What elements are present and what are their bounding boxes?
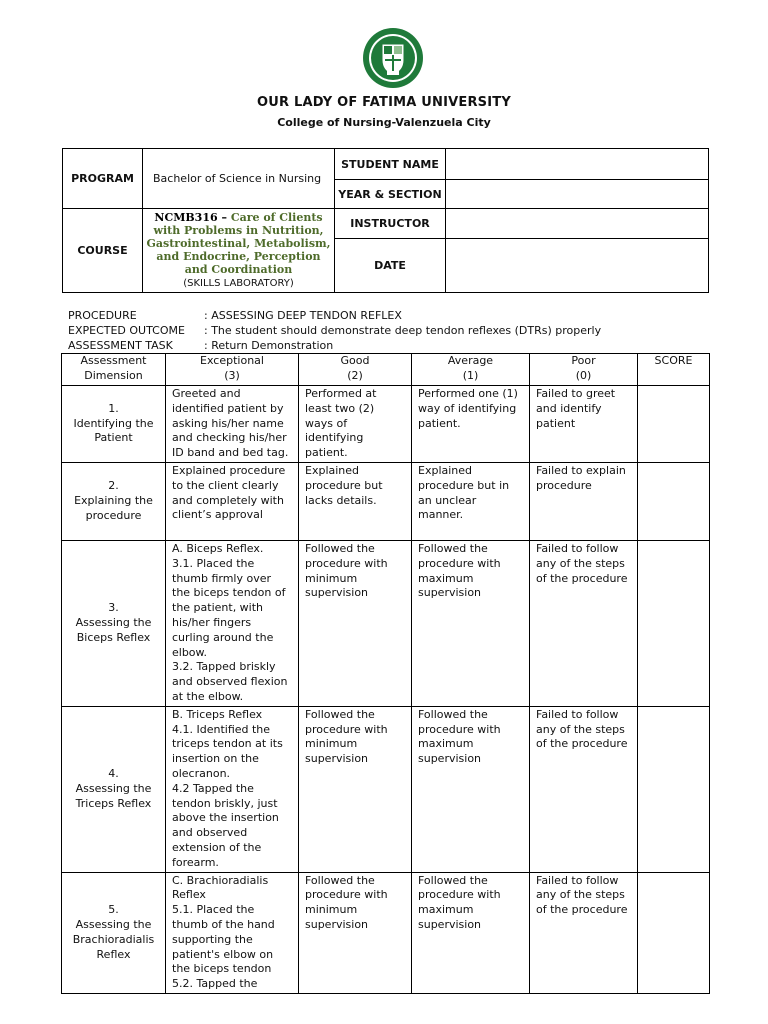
program-value: Bachelor of Science in Nursing [143,149,335,209]
college-name: College of Nursing-Valenzuela City [277,116,491,129]
average-cell: Followed the procedure with maximum supervision [412,872,530,993]
course-label: COURSE [63,209,143,293]
university-seal-icon [362,27,424,89]
expected-outcome-value: : The student should demonstrate deep tendon reflexes (DTRs) properly [204,324,602,337]
poor-cell: Failed to follow any of the steps of the procedure [530,540,638,706]
dimension-cell: 3. Assessing the Biceps Reflex [62,540,166,706]
poor-cell: Failed to greet and identify patient [530,386,638,463]
header-good: Good (2) [299,354,412,386]
average-cell: Followed the procedure with maximum supervision [412,706,530,872]
good-cell: Followed the procedure with minimum supervision [299,706,412,872]
table-row [62,872,710,993]
dimension-cell: 1. Identifying the Patient [62,386,166,463]
exceptional-cell: B. Triceps Reflex 4.1. Identified the triceps tendon at its insertion on the olecranon. 4.2 Tapped the tendon briskly, just above the insertion and observed extension of the forearm. [166,706,299,872]
average-cell: Explained procedure but in an unclear manner. [412,462,530,540]
date-label: DATE [335,239,446,293]
expected-outcome-label: EXPECTED OUTCOME [68,324,185,337]
instructor-field[interactable] [446,209,709,239]
poor-cell: Failed to follow any of the steps of the procedure [530,706,638,872]
course-dash: – [217,211,231,224]
exceptional-cell: A. Biceps Reflex. 3.1. Placed the thumb firmly over the biceps tendon of the patient, with his/her fingers curling around the elbow. 3.2. Tapped briskly and observed flexion at the elbow. [166,540,299,706]
course-subtitle: (SKILLS LABORATORY) [183,278,294,289]
assessment-task-value: : Return Demonstration [204,339,334,352]
dimension-cell: 2. Explaining the procedure [62,462,166,540]
procedure-line [68,308,402,323]
university-name: OUR LADY OF FATIMA UNIVERSITY [257,95,511,110]
student-name-field[interactable] [446,149,709,180]
expected-outcome-line [68,323,601,338]
good-cell: Followed the procedure with minimum supervision [299,540,412,706]
instructor-label: INSTRUCTOR [335,209,446,239]
assessment-task-line [68,338,333,353]
score-cell[interactable] [638,540,710,706]
score-cell[interactable] [638,462,710,540]
table-row [62,540,710,706]
year-section-field[interactable] [446,180,709,209]
header-poor: Poor (0) [530,354,638,386]
course-code: NCMB316 [154,211,218,224]
table-row [62,462,710,540]
table-row [62,386,710,463]
dimension-cell: 4. Assessing the Triceps Reflex [62,706,166,872]
exceptional-cell: C. Brachioradialis Reflex 5.1. Placed the thumb of the hand supporting the patient's elbow on the biceps tendon 5.2. Tapped the [166,872,299,993]
exceptional-cell: Greeted and identified patient by asking his/her name and checking his/her ID band and bed tag. [166,386,299,463]
average-cell: Followed the procedure with maximum supervision [412,540,530,706]
poor-cell: Failed to follow any of the steps of the procedure [530,872,638,993]
header-dimension: Assessment Dimension [62,354,166,386]
dimension-cell: 5. Assessing the Brachioradialis Reflex [62,872,166,993]
header-average: Average (1) [412,354,530,386]
assessment-task-label: ASSESSMENT TASK [68,339,173,352]
average-cell: Performed one (1) way of identifying patient. [412,386,530,463]
good-cell: Performed at least two (2) ways of identifying patient. [299,386,412,463]
procedure-value: : ASSESSING DEEP TENDON REFLEX [204,309,402,322]
exceptional-cell: Explained procedure to the client clearly and completely with client’s approval [166,462,299,540]
date-field[interactable] [446,239,709,293]
poor-cell: Failed to explain procedure [530,462,638,540]
course-title: Care of Clients with Problems in Nutrition, Gastrointestinal, Metabolism, and Endocrine, Perception and Coordination [146,211,331,276]
info-table [62,148,709,293]
score-cell[interactable] [638,872,710,993]
student-name-label: STUDENT NAME [335,149,446,180]
year-section-label: YEAR & SECTION [335,180,446,209]
score-cell[interactable] [638,386,710,463]
score-cell[interactable] [638,706,710,872]
table-row [62,706,710,872]
good-cell: Followed the procedure with minimum supervision [299,872,412,993]
rubric-table [61,353,710,994]
procedure-label: PROCEDURE [68,309,137,322]
header-exceptional: Exceptional (3) [166,354,299,386]
course-description [143,209,335,293]
program-label: PROGRAM [63,149,143,209]
header-score: SCORE [638,354,710,386]
good-cell: Explained procedure but lacks details. [299,462,412,540]
